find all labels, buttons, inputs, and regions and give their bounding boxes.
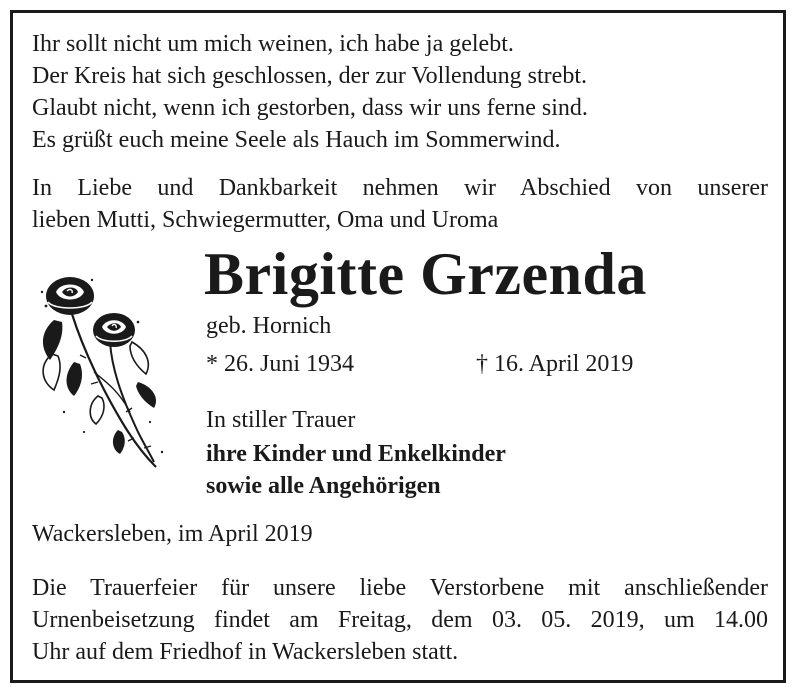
intro-line-1: In Liebe und Dankbarkeit nehmen wir Abschied von unserer xyxy=(32,175,768,201)
maiden-name: geb. Hornich xyxy=(206,313,332,339)
funeral-line-1: Die Trauerfeier für unsere liebe Verstorbene mit anschließender xyxy=(32,575,768,601)
mourners-line-1: ihre Kinder und Enkelkinder xyxy=(206,441,506,467)
poem-line-1: Ihr sollt nicht um mich weinen, ich habe ja gelebt. xyxy=(32,31,514,57)
funeral-line-3: Uhr auf dem Friedhof in Wackersleben statt. xyxy=(32,639,459,665)
poem-line-2: Der Kreis hat sich geschlossen, der zur Vollendung strebt. xyxy=(32,63,587,89)
rose-icon xyxy=(34,262,184,474)
mourners-line-2: sowie alle Angehörigen xyxy=(206,473,441,499)
birth-date: * 26. Juni 1934 xyxy=(206,351,355,377)
poem-line-4: Es grüßt euch meine Seele als Hauch im Sommerwind. xyxy=(32,127,561,153)
mourners-intro: In stiller Trauer xyxy=(206,407,356,433)
intro-line-2: lieben Mutti, Schwiegermutter, Oma und Uroma xyxy=(32,207,499,233)
deceased-name: Brigitte Grzenda xyxy=(204,241,647,307)
poem-line-3: Glaubt nicht, wenn ich gestorben, dass wir uns ferne sind. xyxy=(32,95,588,121)
funeral-line-2: Urnenbeisetzung findet am Freitag, dem 03. 05. 2019, um 14.00 xyxy=(32,607,768,633)
death-date: † 16. April 2019 xyxy=(476,351,634,377)
place-date: Wackersleben, im April 2019 xyxy=(32,521,313,547)
